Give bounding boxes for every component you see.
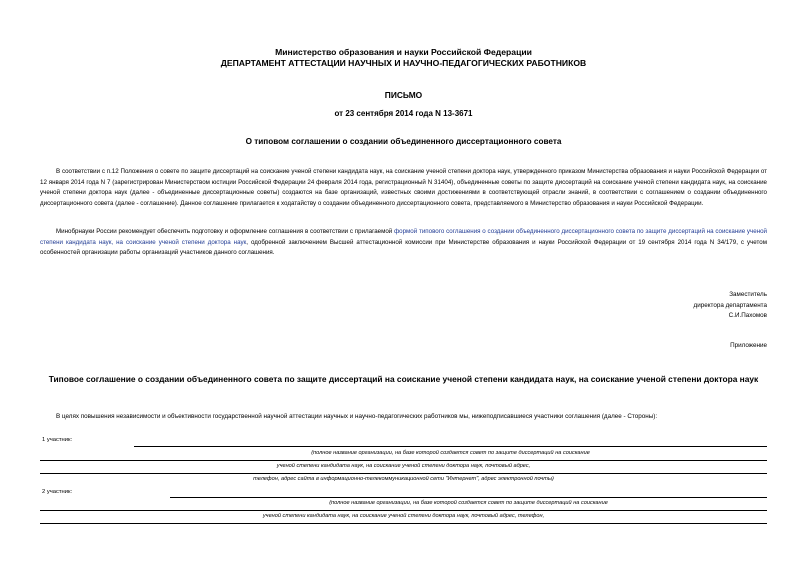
paragraph-2 xyxy=(40,227,767,259)
participant-2-label: 2 участник: xyxy=(42,489,73,495)
participant-1-line[interactable] xyxy=(134,446,767,447)
paragraph-2-end: , одобренной заключением Высшей аттестационной комиссии при Министерстве образования и науки Российской Федерации от 19 сентября 2014 года N 34/179, с учетом особенностей организации работы организаций участников данного соглашения. xyxy=(40,238,767,257)
participant-1-hint-3: телефон, адрес сайта в информационно-телекоммуникационной сети "Интернет", адрес электронной почты) xyxy=(253,476,554,482)
signature-block xyxy=(694,290,767,322)
participant-1-hint-2: ученой степени кандидата наук, на соискание ученой степени доктора наук, почтовый адрес, xyxy=(276,463,531,469)
signature-position-2: директора департамента xyxy=(693,301,767,309)
participant-2-line[interactable] xyxy=(170,497,767,498)
participant-1-line-2[interactable] xyxy=(40,460,767,461)
paragraph-2-start: Минобрнауки России рекомендует обеспечить подготовку и оформление соглашения в соответствии с прилагаемой xyxy=(56,228,395,235)
participant-1-label: 1 участник: xyxy=(42,437,73,443)
participant-2-line-2[interactable] xyxy=(40,510,767,511)
participant-2-hint-1: (полное название организации, на базе которой создается совет по защите диссертаций на соискание xyxy=(329,500,608,506)
typical-agreement-link[interactable]: формой типового соглашения о создании объединенного диссертационного совета по защите диссертаций на соискание ученой степени кандидата наук, на соискание ученой степени доктора наук xyxy=(40,228,768,246)
appendix-label: Приложение xyxy=(730,342,767,349)
letter-date-number: от 23 сентября 2014 года N 13-3671 xyxy=(334,109,473,118)
appendix-intro: В целях повышения независимости и объективности государственной научной аттестации научных и научно-педагогических работников мы, нижеподписавшиеся участники соглашения (далее - Стороны): xyxy=(56,413,658,420)
participant-1-hint-1: (полное название организации, на базе которой создается совет по защите диссертаций на соискание xyxy=(311,450,590,456)
paragraph-1: В соответствии с п.12 Положения о совете по защите диссертаций на соискание ученой степени кандидата наук, на соискание ученой степени доктора наук, утвержденного приказом Министерства образования и науки Российской Федерации от 12 января 2014 года N 7 (зарегистрирован Министерством юстиции Российской Федерации 24 февраля 2014 года, регистрационный N 31404), объединенные советы по защите диссертаций на соискание ученой степени кандидата наук, на соискание ученой степени доктора наук (далее - объединенные диссертационные советы) создаются на базе организаций, известных своими достижениями в соответствующей отрасли знаний, в соответствии с соглашением о создании объединенного диссертационного совета (далее - соглашение). Данное соглашение прилагается к ходатайству о создании объединенного диссертационного совета, представляемого в Министерство образования и науки Российской Федерации. xyxy=(40,168,767,208)
signature-name: С.И.Пахомов xyxy=(728,312,767,319)
signature-position: Заместитель xyxy=(729,291,767,298)
department-name: ДЕПАРТАМЕНТ АТТЕСТАЦИИ НАУЧНЫХ И НАУЧНО-ПЕДАГОГИЧЕСКИХ РАБОТНИКОВ xyxy=(220,58,587,68)
appendix-title: Типовое соглашение о создании объединенного совета по защите диссертаций на соискание ученой степени кандидата наук, на соискание ученой степени доктора наук xyxy=(48,374,759,384)
letter-subject: О типовом соглашении о создании объединенного диссертационного совета xyxy=(245,137,562,146)
participant-1-line-3[interactable] xyxy=(40,473,767,474)
participant-2-hint-2: ученой степени кандидата наук, на соискание ученой степени доктора наук, почтовый адрес, телефон, xyxy=(262,513,545,519)
ministry-name: Министерство образования и науки Российской Федерации xyxy=(275,47,532,57)
participant-2-line-3[interactable] xyxy=(40,523,767,524)
letter-type: ПИСЬМО xyxy=(384,90,423,100)
